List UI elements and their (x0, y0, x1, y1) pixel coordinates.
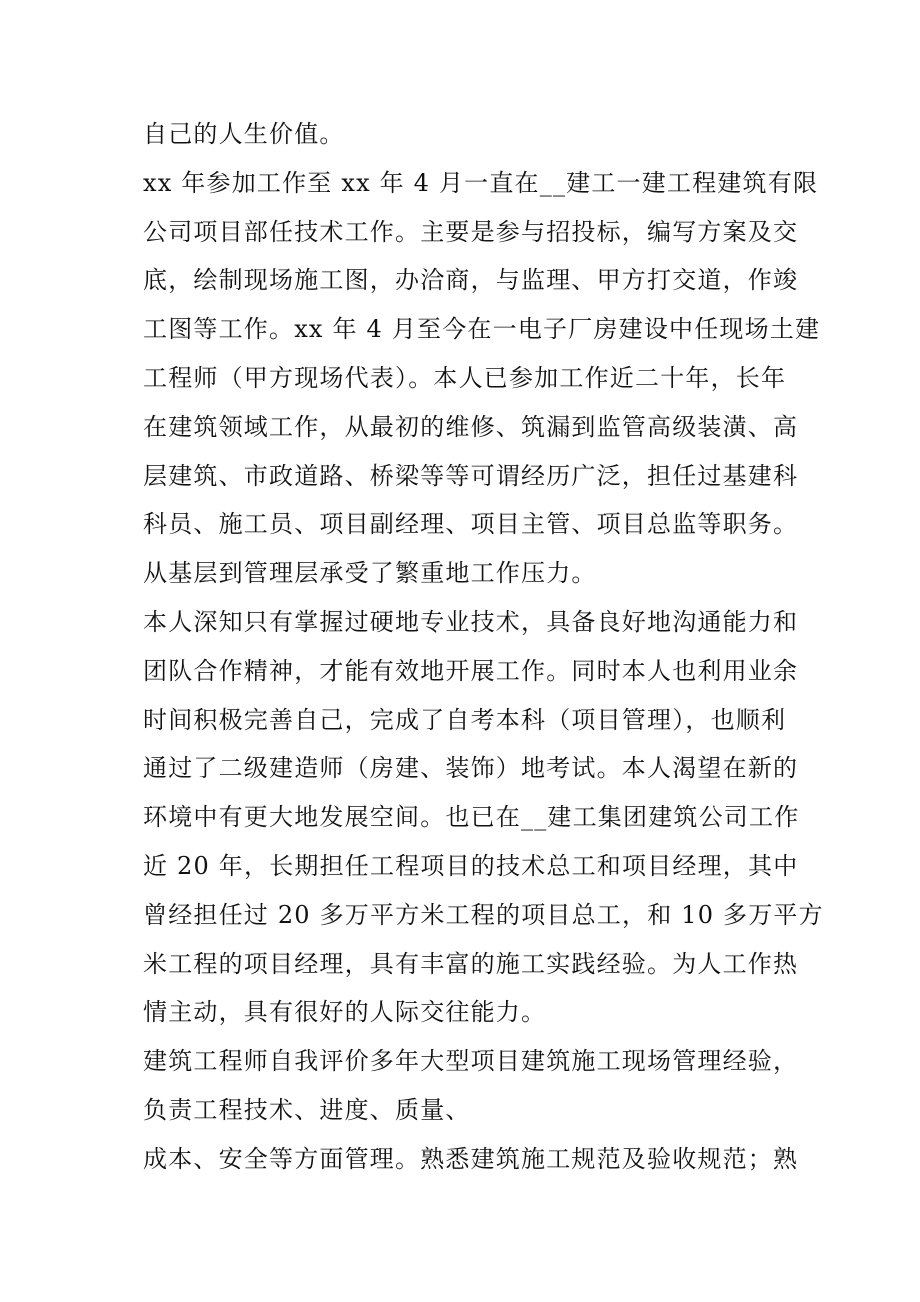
text-line: 在建筑领域工作，从最初的维修、筑漏到监管高级装潢、高 (143, 412, 799, 441)
text-line: 环境中有更大地发展空间。也已在__建工集团建筑公司工作 (143, 803, 800, 832)
text-line: 近 20 年，长期担任工程项目的技术总工和项目经理，其中 (143, 851, 799, 880)
text-line: 科员、施工员、项目副经理、项目主管、项目总监等职务。 (143, 510, 799, 539)
text-line: 曾经担任过 20 多万平方米工程的项目总工，和 10 多万平方 (143, 900, 824, 929)
text-line: 从基层到管理层承受了繁重地工作压力。 (143, 559, 597, 588)
text-line: 负责工程技术、进度、质量、 (143, 1095, 471, 1124)
text-line: 情主动，具有很好的人际交往能力。 (143, 998, 547, 1027)
text-line: 自己的人生价值。 (143, 120, 345, 148)
text-line: 通过了二级建造师（房建、装饰）地考试。本人渴望在新的 (143, 754, 799, 783)
document-body (143, 110, 824, 1184)
text-line: 公司项目部任技术工作。主要是参与招投标，编写方案及交 (143, 217, 799, 246)
text-line: xx 年参加工作至 xx 年 4 月一直在__建工一建工程建筑有限 (143, 168, 819, 197)
text-line: 层建筑、市政道路、桥梁等等可谓经历广泛，担任过基建科 (143, 461, 799, 490)
text-line: 成本、安全等方面管理。熟悉建筑施工规范及验收规范；熟 (143, 1144, 799, 1173)
text-line: 底，绘制现场施工图，办洽商，与监理、甲方打交道，作竣 (143, 266, 799, 295)
text-line: 时间积极完善自己，完成了自考本科（项目管理），也顺利 (143, 705, 787, 734)
text-line: 本人深知只有掌握过硬地专业技术，具备良好地沟通能力和 (143, 607, 799, 636)
text-line: 工程师（甲方现场代表）。本人已参加工作近二十年，长年 (143, 363, 787, 392)
text-line: 团队合作精神，才能有效地开展工作。同时本人也利用业余 (143, 656, 799, 685)
text-line: 建筑工程师自我评价多年大型项目建筑施工现场管理经验， (143, 1047, 799, 1076)
text-line: 工图等工作。xx 年 4 月至今在一电子厂房建设中任现场土建 (143, 315, 821, 344)
text-line: 米工程的项目经理，具有丰富的施工实践经验。为人工作热 (143, 949, 799, 978)
